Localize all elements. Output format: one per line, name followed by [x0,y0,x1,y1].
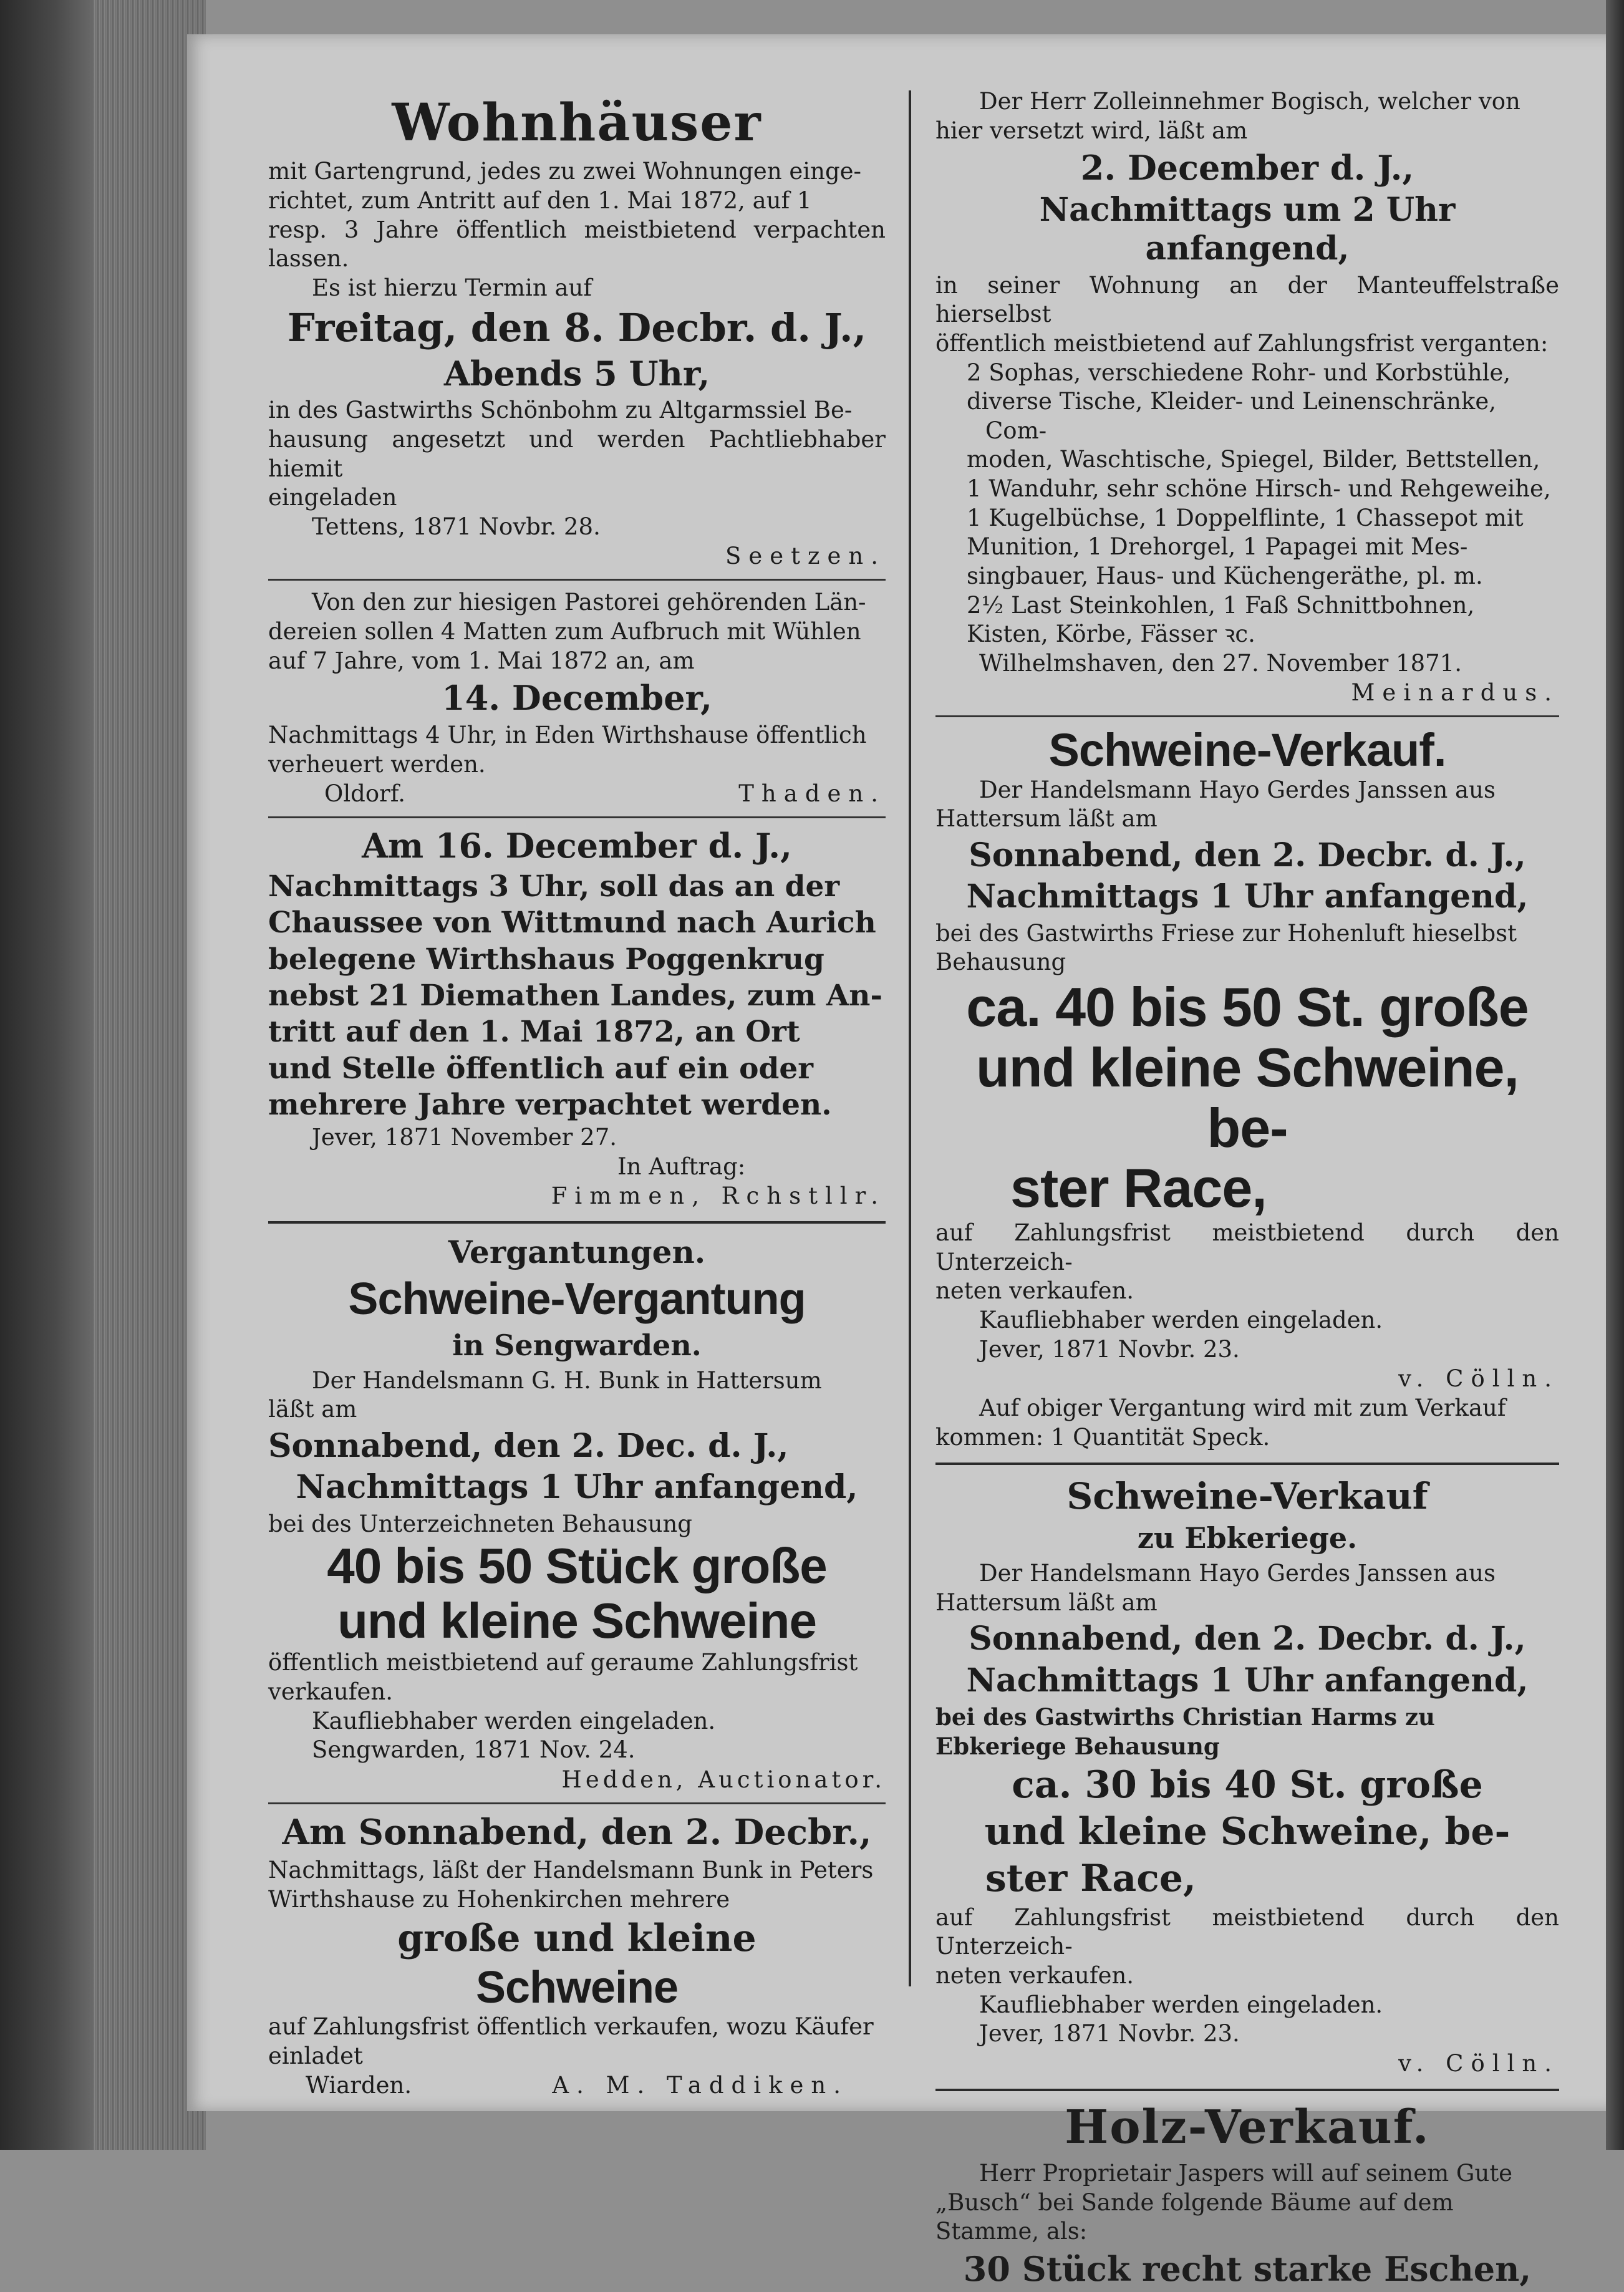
text-line: Hattersum läßt am [935,805,1158,833]
ad-time: Nachmittags um 2 Uhr anfangend, [1039,191,1456,268]
ad-text [935,87,1559,145]
place-date: Tettens, 1871 Novbr. 28. [312,513,601,540]
list-item: 2½ Last Steinkohlen, 1 Faß Schnittbohnen, [967,591,1475,619]
text-line: Der Handelsmann Hayo Gerdes Janssen aus [979,1560,1496,1587]
ad-date: 2. December d. J., [1080,148,1414,188]
signer: A. M. Taddiken. [552,2072,848,2099]
ad-text [935,649,1559,679]
text-line: Von den zur hiesigen Pastorei gehörenden Län- [312,589,866,616]
ad-title: Schweine-Vergantung [348,1274,806,1325]
list-item: Kisten, Körbe, Fässer ꝛc. [967,621,1255,648]
ad-bogisch [935,87,1559,708]
text-line: nebst 21 Diemathen Landes, zum An- [268,978,882,1013]
list-item: moden, Waschtische, Spiegel, Bilder, Bettstellen, [967,446,1540,473]
text-line: Ebkeriege Behausung [935,1732,1220,1760]
separator [935,2089,1559,2091]
signature-row [935,678,1559,708]
ad-time: Nachmittags 1 Uhr anfangend, [966,878,1529,916]
separator [268,1221,886,1224]
ad-date: Sonnabend, den 2. Decbr. d. J., [969,1620,1526,1658]
ad-text [268,721,886,779]
text-line: auf Zahlungsfrist meistbietend durch den Unterzeich- [935,1903,1559,1960]
ad-text [268,1366,886,1424]
ad-big-text: große und kleine [397,1917,756,1961]
ad-subtitle: zu Ebkeriege. [1137,1521,1358,1555]
text-line: Chaussee von Wittmund nach Aurich [268,906,876,940]
ad-hohenkirchen [268,1812,886,2101]
text-line: öffentlich meistbietend auf geraume Zahlungsfrist [268,1649,858,1676]
page-right-edge [1606,0,1624,2150]
ad-date: Sonnabend, den 2. Dec. d. J., [268,1426,789,1465]
list-item: 1 Kugelbüchse, 1 Doppelflinte, 1 Chassepot mit [967,504,1524,531]
signer: Hedden, Auctionator. [561,1766,886,1793]
text-line: Auf obiger Vergantung wird mit zum Verkauf [979,1395,1506,1422]
ad-text [935,1219,1559,1364]
ad-text [935,1903,1559,2049]
place-date: Jever, 1871 Novbr. 23. [979,2020,1240,2048]
ad-text [935,271,1559,359]
ad-date: Freitag, den 8. Decbr. d. J., [287,305,867,351]
ad-text [268,2013,886,2071]
ad-headline: Am 16. December d. J., [362,826,792,866]
signature-row [268,1765,886,1795]
text-line: in seiner Wohnung an der Manteuffelstraße hierselbst [935,271,1559,328]
ad-wohnhaeuser [268,94,886,571]
signature-row [935,1364,1559,1394]
item-list [935,359,1559,649]
separator [935,715,1559,717]
ad-schweine-verkauf-hohenluft [935,725,1559,1452]
text-line: und Stelle öffentlich auf ein oder [268,1051,814,1086]
text-line: Hattersum läßt am [935,1588,1158,1616]
signature-row [268,779,886,809]
ad-note [935,1394,1559,1452]
ad-big-text: 40 bis 50 Stück große [327,1538,827,1594]
ad-text [935,776,1559,834]
text-line: dereien sollen 4 Matten zum Aufbruch mit Wühlen [268,618,861,646]
place: Oldorf. [324,780,405,808]
text-line: Behausung [935,949,1066,976]
ad-text [268,157,886,302]
column-divider [909,90,911,1986]
list-item: 2 Sophas, verschiedene Rohr- und Korbstühle, [967,359,1511,386]
text-line: resp. 3 Jahre öffentlich meistbietend verpachten lassen. [268,216,886,273]
ad-text [935,2159,1559,2246]
ad-big-text: ster Race, [985,1857,1196,1901]
ad-pastorei [268,588,886,809]
text-line: auf 7 Jahre, vom 1. Mai 1872 an, am [268,647,695,674]
signer: Seetzen. [725,543,886,570]
text-line: richtet, zum Antritt auf den 1. Mai 1872, auf 1 [268,186,812,214]
book-spine-shadow [0,0,94,2150]
text-line: Herr Proprietair Jaspers will auf seinem Gute [979,2160,1513,2187]
ad-title: Schweine-Verkauf [1066,1474,1428,1517]
text-line: Nachmittags, läßt der Handelsmann Bunk in Peters [268,1857,874,1884]
ad-text [268,1123,886,1181]
place-date: Sengwarden, 1871 Nov. 24. [312,1736,636,1764]
place-date: Wilhelmshaven, den 27. November 1871. [979,649,1462,677]
ad-time: Nachmittags 1 Uhr anfangend, [966,1661,1529,1700]
separator [935,1463,1559,1465]
signer: v. Cölln. [1398,2049,1559,2077]
place: Wiarden. [306,2072,412,2099]
place-date: Jever, 1871 Novbr. 23. [979,1335,1240,1363]
ad-big-text: ca. 40 bis 50 St. große [966,976,1529,1038]
ad-title: Schweine-Verkauf. [1048,724,1446,776]
text-line: bei des Unterzeichneten Behausung [268,1510,692,1537]
text-line: Stamme, als: [935,2218,1088,2245]
left-column [268,87,886,2101]
text-line: neten verkaufen. [935,1962,1134,1990]
mandate: In Auftrag: [617,1153,746,1180]
text-line: Es ist hierzu Termin auf [312,274,592,301]
ad-date: 14. December, [442,678,712,718]
list-item: diverse Tische, Kleider- und Leinenschränke, Com- [967,388,1497,444]
text-line: hausung angesetzt und werden Pachtliebhaber hiemit [268,425,886,482]
ad-text [935,1559,1559,1617]
signer: Meinardus. [1351,679,1559,707]
ad-poggenkrug [268,826,886,1211]
ad-date: Sonnabend, den 2. Decbr. d. J., [969,836,1526,875]
signature-row [268,541,886,571]
text-line: öffentlich meistbietend auf Zahlungsfrist verganten: [935,330,1549,357]
signer: Thaden. [738,780,886,808]
ad-text [935,919,1559,977]
ad-big-text: 30 Stück recht starke Eschen, [963,2248,1532,2289]
ad-title: Wohnhäuser [392,93,762,153]
list-item: singbauer, Haus- und Küchengeräthe, pl. m. [967,562,1483,589]
text-line: Nachmittags 4 Uhr, in Eden Wirthshause öffentlich [268,722,867,749]
text-line: Der Handelsmann G. H. Bunk in Hattersum [312,1366,822,1394]
ad-big-text: ca. 30 bis 40 St. große [1012,1763,1483,1807]
ad-text [268,588,886,675]
signature-row [268,2071,886,2101]
text-line: kommen: 1 Quantität Speck. [935,1423,1270,1451]
signature-row [268,1181,886,1211]
text-line: mit Gartengrund, jedes zu zwei Wohnungen einge- [268,158,862,185]
text-line: verheuert werden. [268,750,486,778]
separator [268,816,886,818]
ad-text [935,1703,1559,1761]
text-line: Kaufliebhaber werden eingeladen. [312,1707,716,1734]
text-line: verkaufen. [268,1678,393,1705]
ad-headline: Am Sonnabend, den 2. Decbr., [282,1811,872,1853]
ad-text [268,1856,886,1914]
text-line: eingeladen [268,484,397,511]
text-line: Kaufliebhaber werden eingeladen. [979,1991,1383,2018]
ad-text [268,1648,886,1764]
text-line: läßt am [268,1396,357,1423]
text-line: in des Gastwirths Schönbohm zu Altgarmssiel Be- [268,397,853,424]
ad-time: Nachmittags 1 Uhr anfangend, [296,1468,858,1507]
ad-subtitle: in Sengwarden. [452,1328,702,1362]
text-line: bei des Gastwirths Christian Harms zu [935,1703,1435,1731]
text-line: auf Zahlungsfrist öffentlich verkaufen, wozu Käufer [268,2013,874,2041]
text-line: neten verkaufen. [935,1277,1134,1305]
list-item: 1 Wanduhr, sehr schöne Hirsch- und Rehgeweihe, [967,475,1551,503]
ad-big-text: Schweine [475,1963,679,2013]
place-date: Jever, 1871 November 27. [312,1124,617,1151]
ad-big-text: und kleine Schweine, be- [984,1810,1510,1854]
signer: Fimmen, Rchstllr. [551,1182,886,1210]
separator [268,579,886,581]
text-line: belegene Wirthshaus Poggenkrug [268,942,824,977]
ad-big-text: und kleine Schweine, be- [975,1036,1519,1159]
ad-big-text: und kleine Schweine [337,1593,816,1649]
ad-text [268,1510,886,1539]
signer: v. Cölln. [1398,1365,1559,1393]
ad-schweine-verkauf-ebkeriege [935,1475,1559,2079]
text-line: bei des Gastwirths Friese zur Hohenluft hieselbst [935,919,1517,947]
text-line: Nachmittags 3 Uhr, soll das an der [268,869,840,904]
text-line: einladet [268,2042,363,2069]
signature-row [935,2049,1559,2079]
ad-time: Abends 5 Uhr, [443,353,710,394]
ad-schweine-vergantung [268,1234,886,1795]
text-line: „Busch“ bei Sande folgende Bäume auf dem [935,2188,1454,2216]
separator [268,1802,886,1804]
text-line: hier versetzt wird, läßt am [935,117,1248,144]
right-column [935,87,1559,2292]
text-line: Wirthshause zu Hohenkirchen mehrere [268,1885,730,1913]
section-heading: Vergantungen. [448,1234,706,1271]
text-line: Der Herr Zolleinnehmer Bogisch, welcher von [979,88,1520,115]
text-line: tritt auf den 1. Mai 1872, an Ort [268,1015,800,1050]
ad-big-text: ster Race, [1010,1157,1267,1219]
ad-title: Holz-Verkauf. [1065,2100,1430,2154]
ad-holz-verkauf [935,2101,1559,2290]
text-line: Kaufliebhaber werden eingeladen. [979,1307,1383,1334]
text-line: mehrere Jahre verpachtet werden. [268,1087,832,1122]
ad-bold-text [268,869,886,1123]
text-line: auf Zahlungsfrist meistbietend durch den Unterzeich- [935,1219,1559,1275]
text-line: Der Handelsmann Hayo Gerdes Janssen aus [979,776,1496,803]
ad-text [268,396,886,541]
list-item: Munition, 1 Drehorgel, 1 Papagei mit Mes- [967,533,1468,561]
